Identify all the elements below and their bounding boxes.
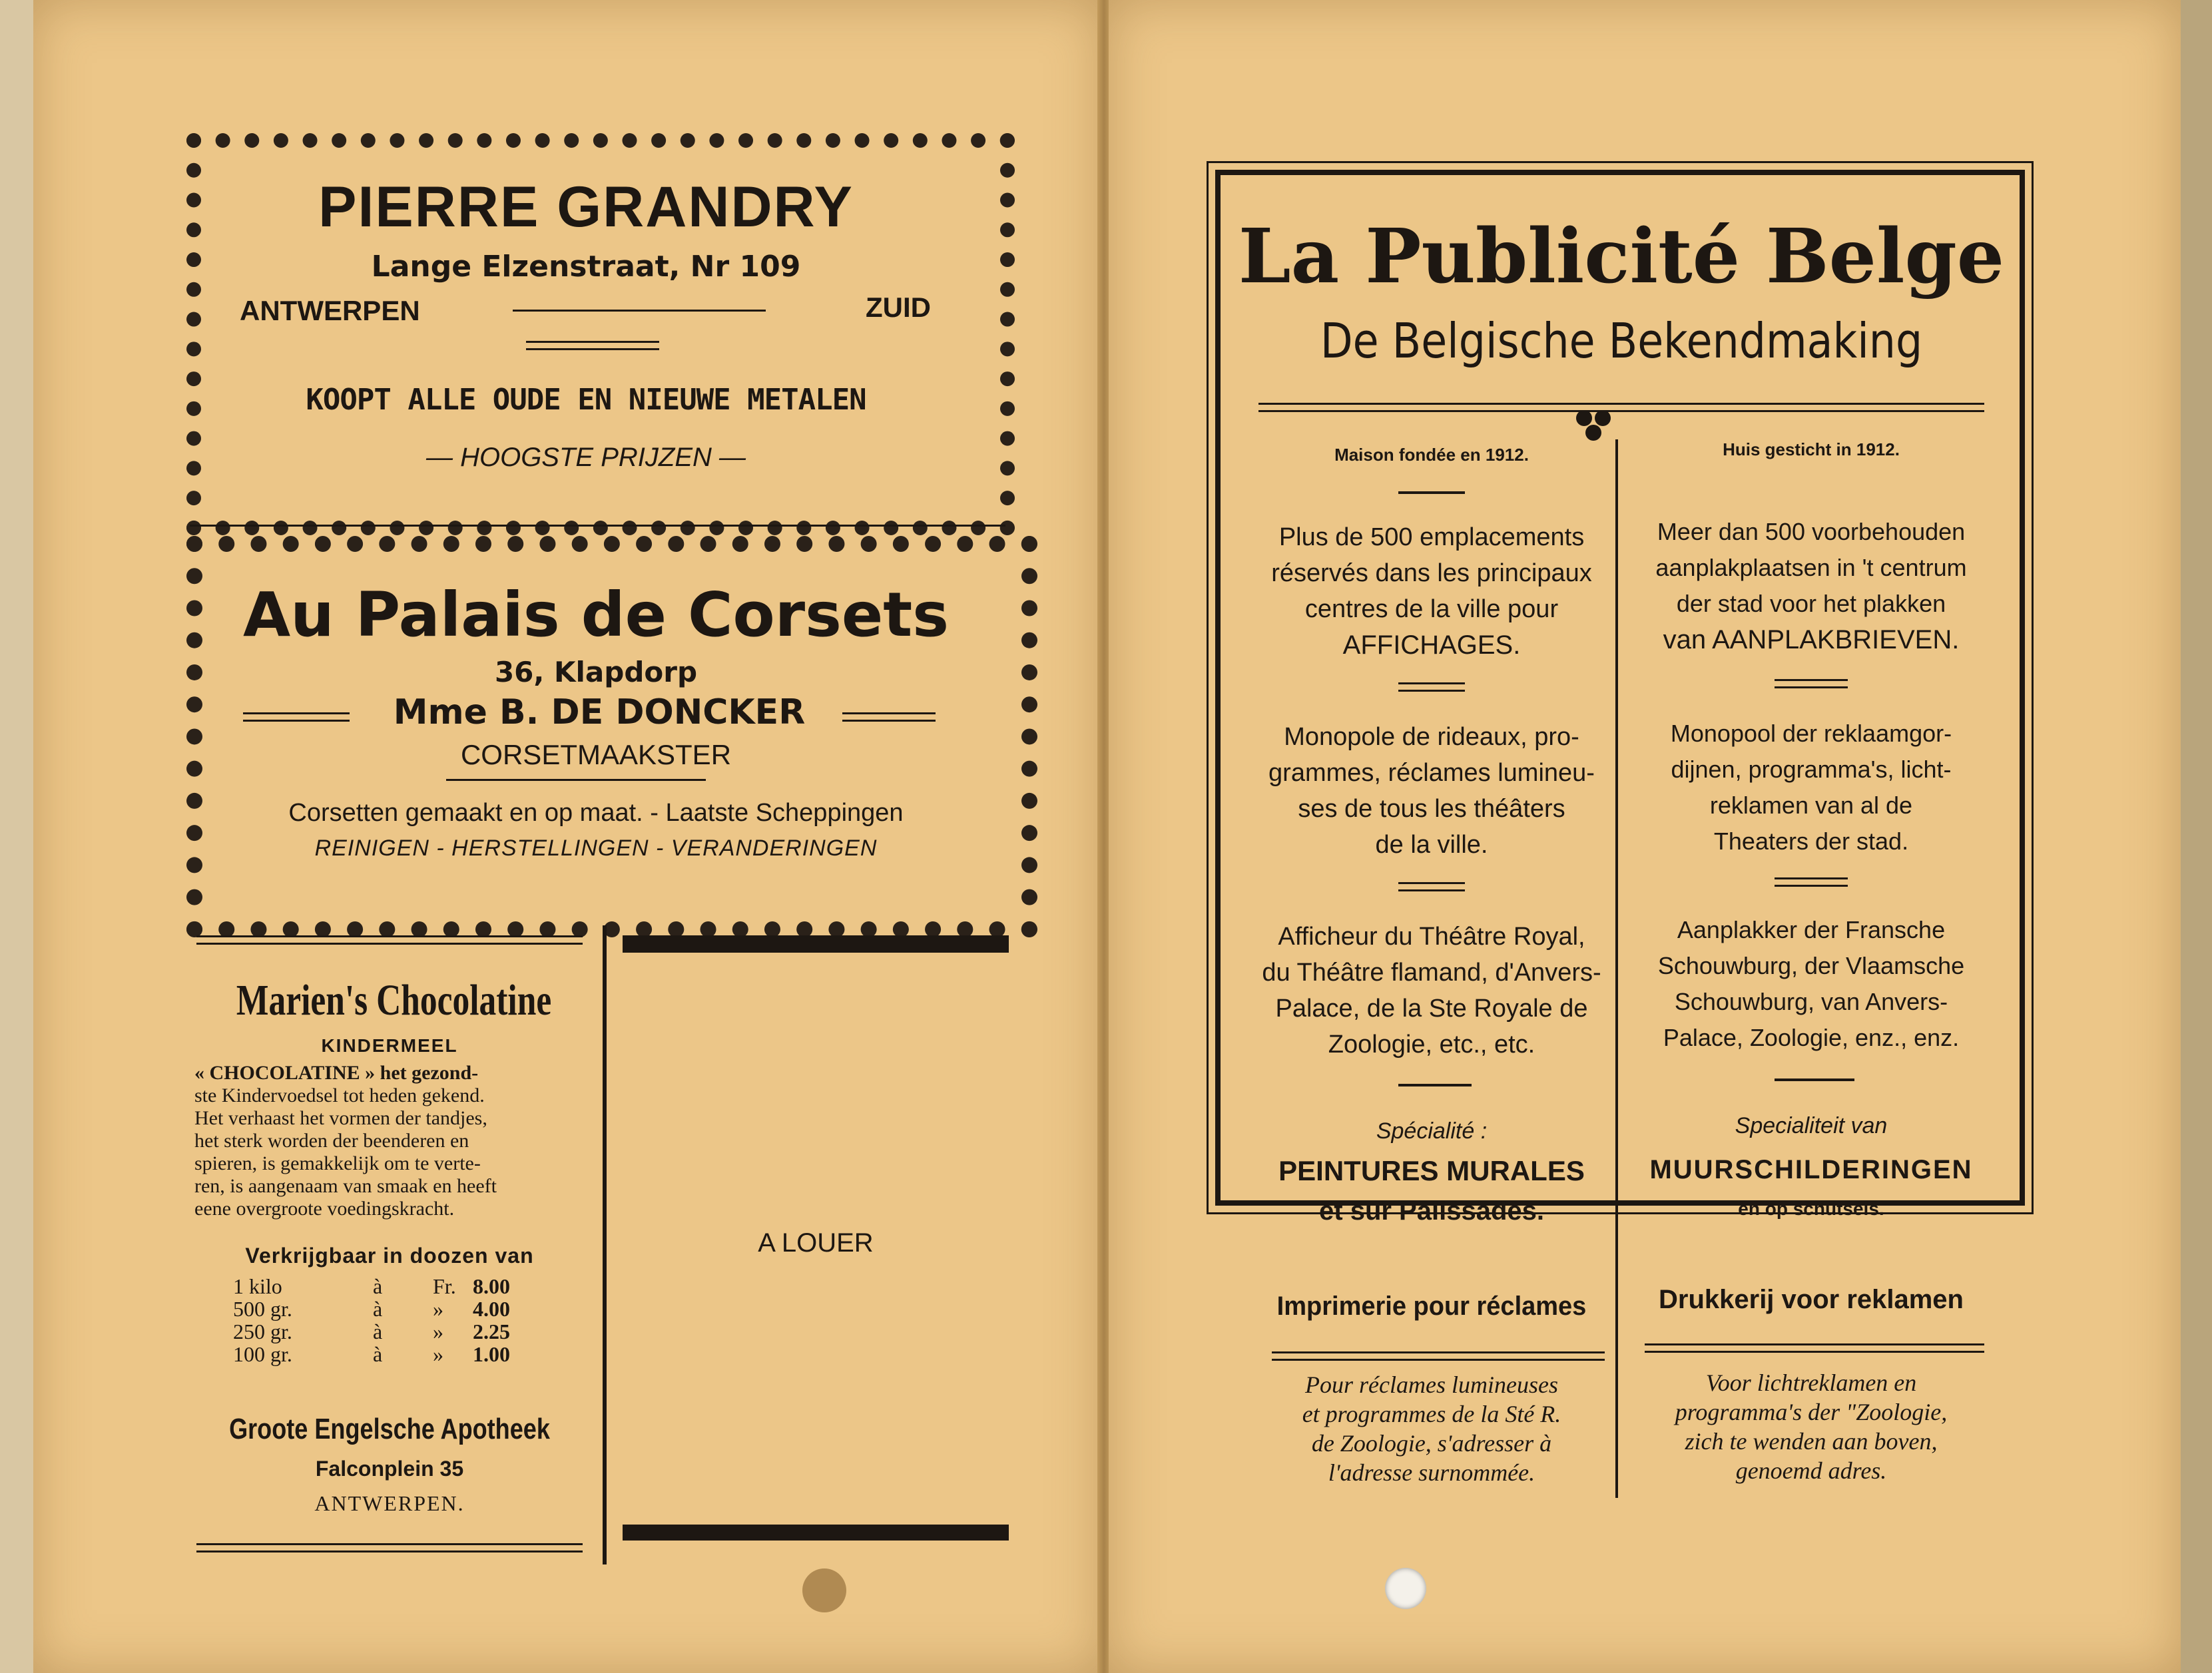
fr-contact-line: de Zoologie, s'adresser à: [1311, 1430, 1552, 1457]
fr-p1-line: Plus de 500 emplacements: [1278, 523, 1585, 551]
fr-contact: [1252, 1370, 1611, 1487]
chocolatine-shop-city: ANTWERPEN.: [314, 1491, 465, 1515]
grandry-name: PIERRE GRANDRY: [318, 175, 854, 239]
corsets-owner: Mme B. DE DONCKER: [393, 692, 806, 732]
price-row: [233, 1320, 566, 1343]
fr-rule-1: [1398, 491, 1465, 494]
chocolatine-available: Verkrijgbaar in doozen van: [245, 1244, 534, 1268]
punch-hole-left: [802, 1568, 846, 1612]
grandry-divider-short: [513, 310, 766, 312]
price-value: 8.00: [473, 1274, 510, 1298]
nl-contact-line: zich te wenden aan boven,: [1685, 1428, 1938, 1455]
fr-speciality-label: Spécialité :: [1376, 1118, 1488, 1144]
left-book-edge: [0, 0, 33, 1673]
fr-p1-line: réservés dans les principaux: [1271, 559, 1592, 587]
price-value: 1.00: [473, 1342, 510, 1366]
price-qty: 250 gr.: [233, 1319, 292, 1343]
nl-speciality-2: en op schutsels.: [1738, 1198, 1884, 1219]
fr-p3-line: Afficheur du Théâtre Royal,: [1278, 923, 1585, 951]
price-at: à: [373, 1297, 383, 1321]
punch-hole-right: [1385, 1568, 1426, 1609]
grandry-city: ANTWERPEN: [240, 295, 420, 326]
chocolatine-body-line: ren, is aangenaam van smaak en heeft: [194, 1175, 497, 1197]
fr-p2-line: de la ville.: [1375, 831, 1488, 859]
price-value: 2.25: [473, 1319, 510, 1343]
nl-paragraph-3: [1625, 912, 1998, 1056]
publicite-title: La Publicité Belge: [1238, 213, 2005, 300]
fr-print: Imprimerie pour réclames: [1276, 1292, 1587, 1321]
grandry-tagline: KOOPT ALLE OUDE EN NIEUWE METALEN: [306, 383, 866, 417]
grandry-prices: — HOOGSTE PRIJZEN —: [425, 443, 746, 472]
nl-p2-line: Monopool der reklaamgor-: [1670, 720, 1952, 747]
price-row: [233, 1275, 566, 1298]
fr-speciality-1: PEINTURES MURALES: [1278, 1155, 1585, 1186]
fr-rule-3: [1398, 882, 1465, 891]
corsets-line2: REINIGEN - HERSTELLINGEN - VERANDERINGEN: [314, 836, 878, 861]
price-at: à: [373, 1342, 383, 1366]
nl-contact-line: programma's der "Zoologie,: [1675, 1399, 1948, 1425]
nl-paragraph-2: [1625, 716, 1998, 859]
price-currency: »: [433, 1319, 443, 1343]
chocolatine-body-line: « CHOCOLATINE » het gezond-: [194, 1062, 479, 1084]
nl-p1-line: aanplakplaatsen in 't centrum: [1655, 554, 1967, 581]
nl-p2-line: reklamen van al de: [1709, 792, 1913, 819]
fr-paragraph-3: [1252, 919, 1611, 1063]
chocolatine-body-line: ste Kindervoedsel tot heden gekend.: [194, 1084, 485, 1106]
fr-contact-line: Pour réclames lumineuses: [1305, 1371, 1558, 1398]
chocolatine-body-line: het sterk worden der beenderen en: [194, 1130, 469, 1152]
price-qty: 1 kilo: [233, 1274, 282, 1298]
fr-speciality-2: et sur Palissades.: [1319, 1196, 1544, 1226]
chocolatine-top-rule: [196, 935, 583, 945]
fr-p3-line: du Théâtre flamand, d'Anvers-: [1262, 959, 1601, 987]
nl-contact: [1625, 1368, 1998, 1485]
fr-p2-line: Monopole de rideaux, pro-: [1284, 723, 1579, 751]
nl-contact-line: genoemd adres.: [1735, 1457, 1887, 1484]
price-currency: »: [433, 1342, 443, 1366]
price-currency: Fr.: [433, 1274, 456, 1298]
corsets-trade: CORSETMAAKSTER: [460, 739, 732, 770]
corsets-address: 36, Klapdorp: [494, 656, 698, 688]
chocolatine-body: [194, 1062, 587, 1220]
fr-rule-5: [1272, 1351, 1605, 1361]
publicite-title-rule: [1258, 403, 1984, 412]
grandry-double-rule: [526, 341, 659, 350]
fr-p2-line: ses de tous les théâters: [1298, 795, 1565, 823]
nl-p1-line: Meer dan 500 voorbehouden: [1657, 518, 1966, 545]
chocolatine-bottom-rule: [196, 1543, 583, 1553]
nl-p3-line: Palace, Zoologie, enz., enz.: [1663, 1024, 1960, 1051]
nl-paragraph-1: [1625, 514, 1998, 658]
nl-rule-4: [1775, 1078, 1854, 1081]
corsets-rule-right: [842, 712, 936, 722]
fr-contact-line: l'adresse surnommée.: [1328, 1459, 1535, 1486]
nl-contact-line: Voor lichtreklamen en: [1705, 1369, 1917, 1396]
corsets-name: Au Palais de Corsets: [243, 579, 949, 650]
nl-p2-line: Theaters der stad.: [1713, 828, 1909, 855]
trefoil-ornament: [1568, 405, 1621, 438]
corsets-line1: Corsetten gemaakt en op maat. - Laatste Scheppingen: [288, 799, 904, 827]
chocolatine-price-table: [233, 1275, 566, 1365]
fr-p1-line: centres de la ville pour: [1304, 595, 1559, 623]
corsets-top-rule: [190, 525, 1005, 527]
chocolatine-subtitle: KINDERMEEL: [321, 1035, 458, 1056]
nl-p3-line: Schouwburg, der Vlaamsche: [1657, 952, 1965, 979]
grandry-district: ZUID: [866, 292, 931, 323]
price-row: [233, 1343, 566, 1365]
nl-speciality-label: Specialiteit van: [1735, 1113, 1888, 1138]
nl-founded: Huis gesticht in 1912.: [1723, 439, 1900, 459]
fr-rule-4: [1398, 1084, 1472, 1086]
price-value: 4.00: [473, 1297, 510, 1321]
fr-p3-line: Palace, de la Ste Royale de: [1275, 995, 1588, 1023]
price-currency: »: [433, 1297, 443, 1321]
price-qty: 100 gr.: [233, 1342, 292, 1366]
fr-contact-line: et programmes de la Sté R.: [1302, 1401, 1561, 1427]
chocolatine-body-line: eene overgroote voedingskracht.: [194, 1198, 455, 1220]
price-qty: 500 gr.: [233, 1297, 292, 1321]
chocolatine-body-line: Het verhaast het vormen der tandjes,: [194, 1107, 487, 1129]
corsets-divider: [446, 779, 706, 781]
fr-p3-line: Zoologie, etc., etc.: [1328, 1031, 1535, 1059]
fr-paragraph-2: [1252, 719, 1611, 863]
a-louer-top-bar: [623, 935, 1009, 953]
fr-p2-line: grammes, réclames lumineu-: [1268, 759, 1595, 787]
nl-speciality-1: MUURSCHILDERINGEN: [1649, 1155, 1973, 1184]
nl-p3-line: Aanplakker der Fransche: [1677, 916, 1946, 943]
price-at: à: [373, 1319, 383, 1343]
fr-paragraph-1: [1252, 519, 1611, 663]
chocolatine-shop: Groote Engelsche Apotheek: [229, 1413, 550, 1445]
a-louer-text: A LOUER: [758, 1228, 874, 1258]
nl-rule-2: [1775, 679, 1848, 688]
fr-founded: Maison fondée en 1912.: [1334, 445, 1529, 465]
fr-rule-2: [1398, 682, 1465, 692]
nl-p1-line: van AANPLAKBRIEVEN.: [1663, 625, 1960, 654]
column-divider: [603, 925, 607, 1564]
price-row: [233, 1298, 566, 1320]
grandry-street: Lange Elzenstraat, Nr 109: [371, 250, 801, 284]
nl-rule-3: [1775, 877, 1848, 887]
chocolatine-title: Marien's Chocolatine: [236, 976, 552, 1025]
nl-p1-line: der stad voor het plakken: [1676, 590, 1946, 617]
right-book-edge: [2181, 0, 2212, 1673]
nl-p2-line: dijnen, programma's, licht-: [1671, 756, 1952, 783]
nl-p3-line: Schouwburg, van Anvers-: [1674, 988, 1948, 1015]
publicite-subtitle: De Belgische Bekendmaking: [1320, 313, 1923, 369]
publicite-column-divider: [1615, 439, 1618, 1498]
chocolatine-body-line: spieren, is gemakkelijk om te verte-: [194, 1152, 481, 1174]
chocolatine-shop-address: Falconplein 35: [315, 1457, 464, 1481]
nl-print: Drukkerij voor reklamen: [1659, 1285, 1964, 1314]
corsets-rule-left: [243, 712, 350, 722]
nl-rule-5: [1645, 1343, 1984, 1353]
a-louer-bottom-bar: [623, 1525, 1009, 1541]
fr-p1-line: AFFICHAGES.: [1342, 630, 1521, 660]
price-at: à: [373, 1274, 383, 1298]
